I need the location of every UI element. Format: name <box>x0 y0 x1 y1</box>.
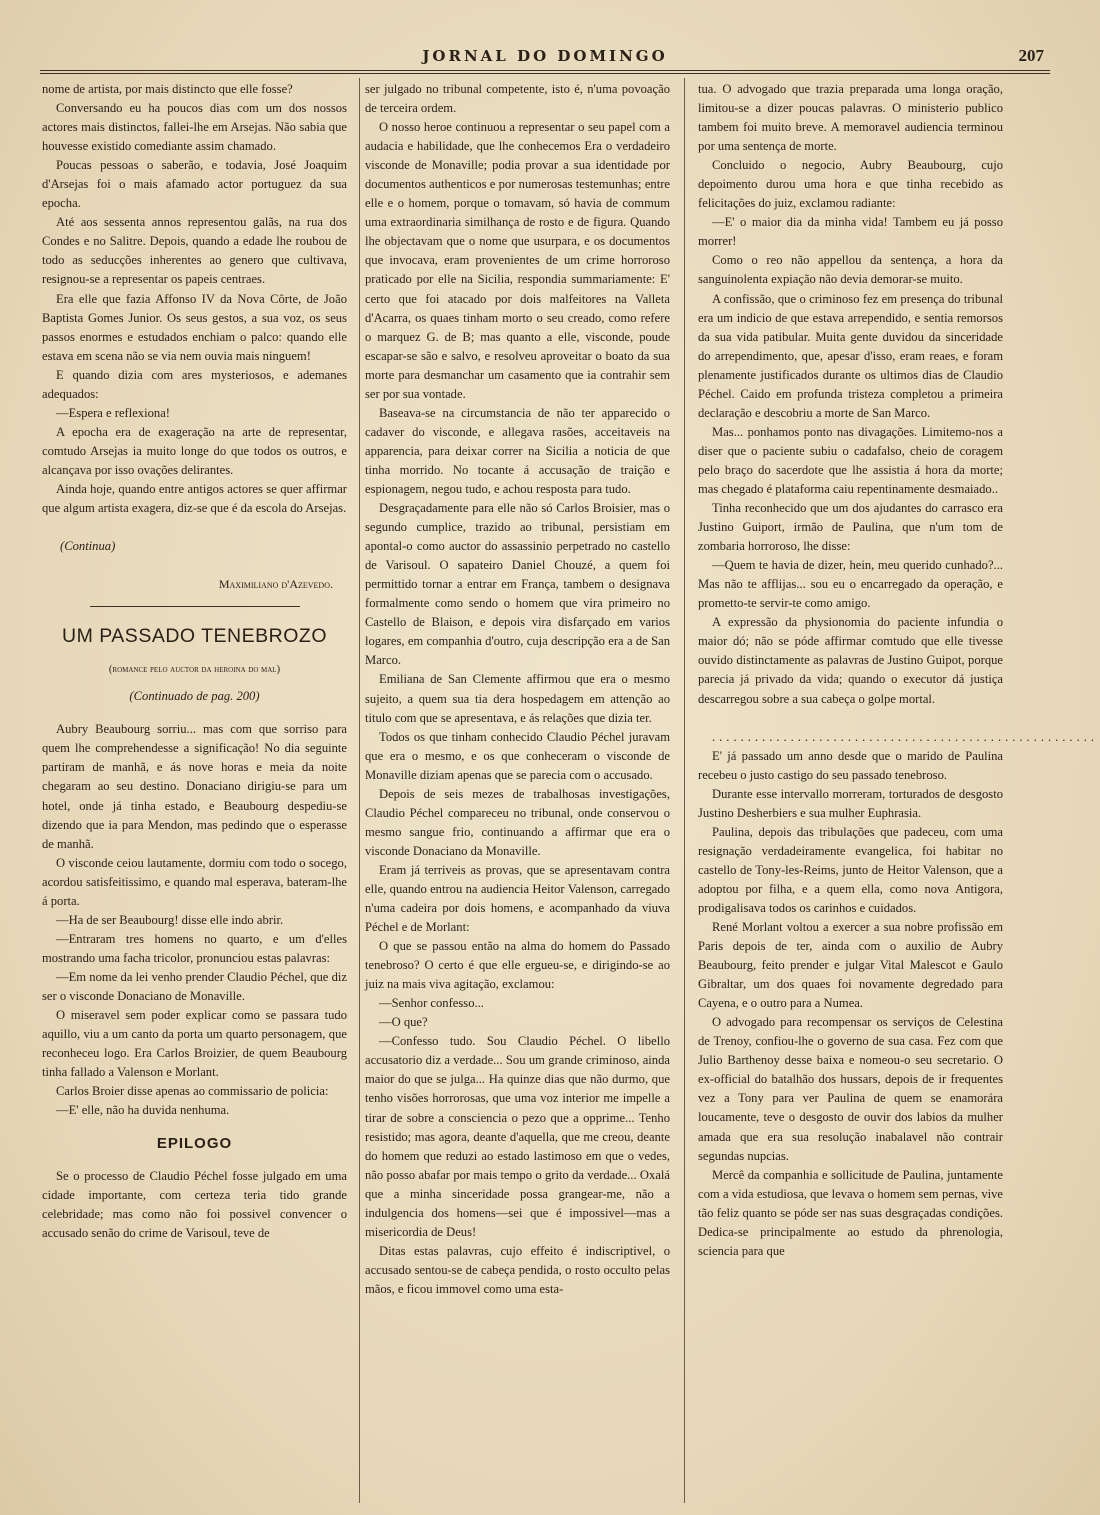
section-separator <box>90 606 300 607</box>
dotted-separator: ...................................................... <box>712 729 1099 744</box>
paragraph: Carlos Broier disse apenas ao commissario de policia: <box>56 1084 329 1099</box>
paragraph: Concluido o negocio, Aubry Beaubourg, cujo depoimento durou uma hora e que tinha recebido as felicitações do juiz, exclamou radiante: <box>698 158 1003 211</box>
paragraph: Durante esse intervallo morreram, torturados de desgosto Justino Desherbiers e sua mulher Euphrasia. <box>698 786 1003 820</box>
paragraph: —O que? <box>379 1015 428 1030</box>
paragraph: E quando dizia com ares mysteriosos, e ademanes adequados: <box>42 367 347 401</box>
paragraph: —Quem te havia de dizer, hein, meu querido cunhado?... Mas não te afflijas... sou eu o encarregado da operação, e prometto-te servir-te como amigo. <box>698 558 1003 611</box>
paragraph: —Entraram tres homens no quarto, e um d'elles mostrando uma facha tricolor, pronunciou estas palavras: <box>42 931 347 965</box>
paragraph: O miseravel sem poder explicar como se passara tudo aquillo, viu a um canto da porta um quarto personagem, que reconheceu logo. Era Carlos Broizier, de quem Beaubourg tinha fallado a Valenson e Morlant. <box>42 1008 347 1080</box>
paragraph: O que se passou então na alma do homem do Passado tenebroso? O certo é que elle ergueu-se, e dirigindo-se ao juiz na mais viva agitação, exclamou: <box>365 939 670 992</box>
paragraph: O visconde ceiou lautamente, dormiu com todo o socego, acordou satisfeitissimo, e quando mal esperava, bateram-lhe á porta. <box>42 855 347 908</box>
paragraph: nome de artista, por mais distincto que elle fosse? <box>42 82 293 96</box>
paragraph: Poucas pessoas o saberão, e todavia, José Joaquim d'Arsejas foi o mais afamado actor portuguez da sua epocha. <box>42 158 347 211</box>
paragraph: —E' elle, não ha duvida nenhuma. <box>56 1103 230 1118</box>
paragraph: Baseava-se na circumstancia de não ter apparecido o cadaver do visconde, e allegava rasões, acceitaveis na apparencia, para deixar correr na Sicilia a noticia de que tinha morrido. No tocante á accusação de traição e espionagem, negou tudo, e achou resposta para tudo. <box>365 405 670 496</box>
header-rule <box>40 70 1050 74</box>
paragraph: Até aos sessenta annos representou galãs, na rua dos Condes e no Salitre. Depois, quando a edade lhe roubou de todo as seducções inherentes ao genero que cultivava, resignou-se a representar os papeis centraes. <box>42 215 347 287</box>
paragraph: Tinha reconhecido que um dos ajudantes do carrasco era Justino Guiport, irmão de Paulina, que n'um tom de zombaria horroroso, lhe disse: <box>698 501 1003 554</box>
page-header <box>40 44 1050 70</box>
paragraph: E' já passado um anno desde que o marido de Paulina recebeu o justo castigo do seu passado tenebroso. <box>698 748 1003 782</box>
paragraph: ser julgado no tribunal competente, isto é, n'uma povoação de terceira ordem. <box>365 82 670 116</box>
paragraph: Mas... ponhamos ponto nas divagações. Limitemo-nos a diser que o paciente subiu o cadafalso, cheio de coragem pelo braço do sacerdote que lhe assistia á hora da morte; mas chegado é plataforma caiu repentinamente desmaiado.. <box>698 424 1003 496</box>
story-title: UM PASSADO TENEBROZO <box>62 625 327 648</box>
paragraph: René Morlant voltou a exercer a sua nobre profissão em Paris depois de ter, ainda com o auxilio de Aubry Beaubourg, feito prender e julgar Vital Malescot e Gaulo Gibraltar, um dos quaes foi novamente degredado para Cayena, e o outro para a Numea. <box>698 920 1003 1011</box>
paragraph: A epocha era de exageração na arte de representar, comtudo Arsejas ia muito longe do que todos os outros, e alcançava por isso ovações delirantes. <box>42 424 347 477</box>
paragraph: O advogado para recompensar os serviços de Celestina de Trenoy, confiou-lhe o governo de sua casa. Fez com que Julio Barthenoy desse baixa e nomeou-o seu secretario. O ex-official do batalhão dos hussars, depois de ir frequentes vez a Tony para ver Paulina de quem se enamorára loucamente, teve o desgosto de ouvir dos labios da mulher amada que era sua resolução inabalavel não contrair segundas nupcias. <box>698 1015 1003 1163</box>
column-divider <box>684 78 685 1503</box>
paragraph: Se o processo de Claudio Péchel fosse julgado em uma cidade importante, com certeza teria tido grande celebridade; mas como não foi possivel convencer o accusado senão do crime de Varisoul, teve de <box>42 1169 347 1241</box>
paragraph: Aubry Beaubourg sorriu... mas com que sorriso para quem lhe comprehendesse a significação! No dia seguinte partiram de manhã, e ás nove horas e meia da noite chegaram ao seu destino. Donaciano dirigiu-se para um hotel, onde já tinha estado, e Beaubourg despediu-se dizendo que ia para Mendon, mas pedindo que o esperasse de manhã. <box>42 722 347 851</box>
paragraph: Conversando eu ha poucos dias com um dos nossos actores mais distinctos, fallei-lhe em Arsejas. Não sabia que houvesse existido comediante assim chamado. <box>42 101 347 154</box>
paragraph: Era elle que fazia Affonso IV da Nova Côrte, de João Baptista Gomes Junior. Os seus gestos, a sua voz, os seus passos enormes e estudados enchiam o palco: quando elle estava em scena não se via nem ouvia mais ninguem! <box>42 291 347 363</box>
continued-note: (Continuado de pag. 200) <box>129 689 260 704</box>
masthead: JORNAL DO DOMINGO <box>422 47 668 65</box>
paragraph: Eram já terriveis as provas, que se apresentavam contra elle, quando entrou na audiencia Heitor Valenson, carregado n'uma cadeira por dois homens, e acompanhado da viuva Péchel e de Morlant: <box>365 862 670 935</box>
paragraph: Mercê da companhia e sollicitude de Paulina, juntamente com a vida estudiosa, que levava o homem sem pernas, vive tão feliz quanto se póde ser nas suas desgraçadas condições. Dedica-se principalmente ao estudo da phrenologia, sciencia para que <box>698 1167 1003 1258</box>
paragraph: A expressão da physionomia do paciente infundia o maior dó; não se póde affirmar comtudo que elle tivesse ouvido distinctamente as palavras de Justino Guipot, porque parecia já privado da vida; quando o executor dá justiça descarregou sobre a sua cabeça o golpe mortal. <box>698 615 1003 706</box>
paragraph: Como o reo não appellou da sentença, a hora da sanguinolenta expiação não devia demorar-se muito. <box>698 253 1003 287</box>
paragraph: Ainda hoje, quando entre antigos actores se quer affirmar que algum artista exagera, diz-se que é da escola do Arsejas. <box>42 481 347 516</box>
paragraph: —Confesso tudo. Sou Claudio Péchel. O libello accusatorio diz a verdade... Sou um grande criminoso, ainda maior do que se julga... Ha quinze dias que não durmo, que tenho visões horrorosas, que uma voz interior me impelle a tirar de sobre a consciencia o pezo que a opprime... Tenho resistido; mas agora, deante d'aquella, que me creou, deante do homem que reduzi ao estado lastimoso em que o vedes, não posso abafar por mais tempo o grito da verdade... Oxalá que a minha sinceridade possa grangear-me, não a indulgencia dos homens—sei que é impossivel—mas a misericordia de Deus! <box>365 1034 670 1239</box>
paragraph: tua. O advogado que trazia preparada uma longa oração, limitou-se a dizer poucas palavras. O ministerio publico tambem foi muito breve. A memoravel audiencia terminou por uma sentença de morte. <box>698 82 1003 154</box>
paragraph: —Em nome da lei venho prender Claudio Péchel, que diz ser o visconde Donaciano de Monaville. <box>42 969 347 1003</box>
continua-note: (Continua) <box>60 539 116 554</box>
paragraph: Emiliana de San Clemente affirmou que era o mesmo sujeito, a quem sua tia dera hospedagem em attenção ao titulo com que se apresentava, e ás relações que dizia ter. <box>365 672 670 725</box>
column-divider <box>359 78 360 1503</box>
paragraph: O nosso heroe continuou a representar o seu papel com a audacia e habilidade, que lhe conhecemos Era o verdadeiro visconde de Monaville; podia provar a sua identidade por documentos authenticos e por numerosas testemunhas; entre elle e o homem, porque o tomavam, só havia de commum uma extraordinaria similhança de rosto e de figura. Quando lhe objectavam que o nome que usurpara, e os documentos que invocava, eram provenientes de um crime horroroso praticado por elle na Sicilia, respondia summariamente: E' certo que foi atacado por dois malfeitores na Valleta d'Acarra, os quaes tinham morto o seu creado, como refere o marquez G. de B; mas quanto a elle, visconde, poude escapar-se são e salvo, e resolveu aproveitar o boato da sua morte para desmanchar um casamento que ia contrahir sem ser por sua vontade. <box>365 120 670 401</box>
column-1 <box>42 80 347 1500</box>
author-signature: Maximiliano d'Azevedo. <box>218 577 333 592</box>
paragraph: —Ha de ser Beaubourg! disse elle indo abrir. <box>56 912 284 927</box>
paragraph: Desgraçadamente para elle não só Carlos Broisier, mas o segundo cumplice, trazido ao tribunal, persistiam em apontal-o como auctor do assassinio perpetrado no castello de Varisoul. O sapateiro Daniel Chouzé, a quem foi permittido tornar a entrar em França, tambem o designava formalmente como sendo o homem que vira primeiro no Castello de Blaison, e depois vira disfarçado em varios logares, em companhia d'outro, cuja descripção era a de San Marco. <box>365 501 670 668</box>
paragraph: A confissão, que o criminoso fez em presença do tribunal era um indicio de que estava arrependido, e sentia remorsos da sua vida patibular. Muita gente duvidou da sinceridade do arrependimento, que, apesar d'isso, eram reaes, e foram plenamente justificados durante os ultimos dias de Claudio Péchel. Caido em profunda tristeza completou a primeira declaração e descobriu a morte de San Marco. <box>698 291 1003 420</box>
story-subtitle: (romance pelo auctor da heroina do mal) <box>108 664 281 676</box>
paragraph: —Espera e reflexiona! <box>56 405 170 420</box>
page-number: 207 <box>1018 46 1044 65</box>
paragraph: Ditas estas palavras, cujo effeito é indiscriptivel, o accusado sentou-se de cabeça pendida, o rosto occulto pelas mãos, e ficou immovel como uma esta- <box>365 1243 670 1296</box>
epilogue-heading: EPILOGO <box>156 1135 233 1153</box>
paragraph: —E' o maior dia da minha vida! Tambem eu já posso morrer! <box>698 215 1003 249</box>
paragraph: Todos os que tinham conhecido Claudio Péchel juravam que era o mesmo, e os que conheceram o visconde de Monaville diziam apenas que se parecia com o accusado. <box>365 729 670 782</box>
column-2 <box>365 80 670 1500</box>
paragraph: Paulina, depois das tribulações que padeceu, com uma resignação verdadeiramente evangelica, foi habitar no castello de Tony-les-Reims, junto de Heitor Valenson, que a adoptou por filha, e a quem ella, como nova Antigora, prodigalisava todos os carinhos e cuidados. <box>698 824 1003 915</box>
paragraph: Depois de seis mezes de trabalhosas investigações, Claudio Péchel compareceu no tribunal, onde conservou o mesmo sangue frio, continuando a affirmar que era o visconde Donaciano da Monaville. <box>365 786 670 858</box>
column-3 <box>698 80 1099 1500</box>
paragraph: —Senhor confesso... <box>379 996 484 1011</box>
